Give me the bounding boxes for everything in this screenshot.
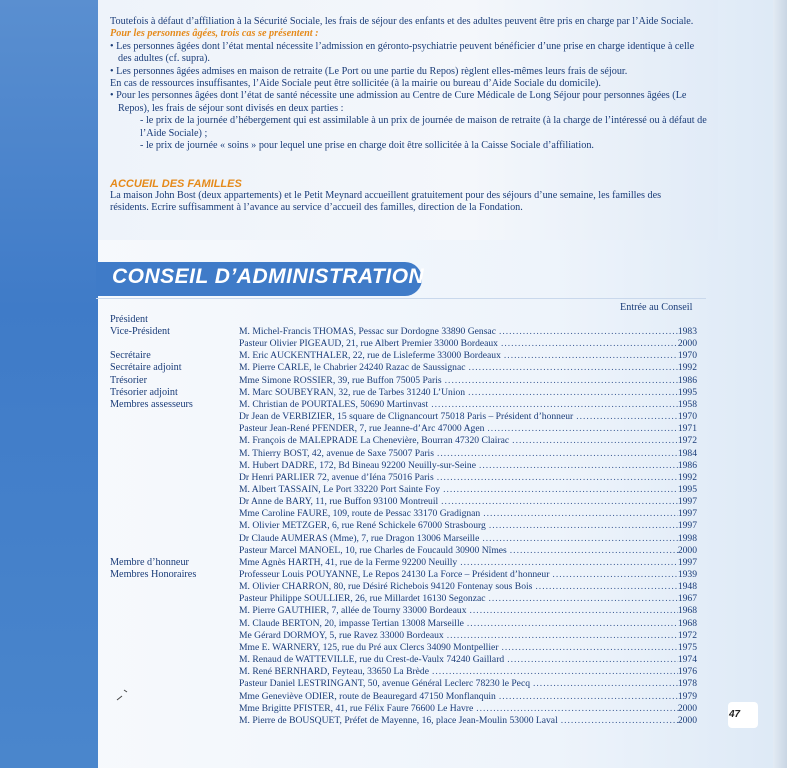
member-row [239,435,697,447]
dot-leader [532,581,677,593]
role-label: Membres assesseurs [110,398,193,410]
member-row [239,338,697,350]
dot-leader [498,642,677,654]
member-name: M. Renaud de WATTEVILLE, rue du Crest-de-Vaulx 74240 Gaillard [239,654,505,666]
dot-leader [440,484,678,496]
member-row [239,618,697,630]
dot-leader [485,593,677,605]
entry-year: 1997 [677,496,697,508]
member-name: M. Olivier METZGER, 6, rue René Schickele 67000 Strasbourg [239,520,486,532]
member-row [239,326,697,338]
pen-mark-icon [116,688,130,702]
dot-leader [498,338,678,350]
member-name: Pasteur Marcel MANOEL, 10, rue Charles de Foucauld 30900 Nîmes [239,544,507,556]
member-row [239,472,697,484]
member-name: Mme Brigitte PFISTER, 41, rue Félix Faure 76600 Le Havre [239,702,474,714]
entry-column-header: Entrée au Conseil [620,302,693,313]
dot-leader [434,472,678,484]
member-name: Mme Caroline FAURE, 109, route de Pessac 33170 Gradignan [239,508,481,520]
member-row [239,605,697,617]
intro-paragraph-1: Toutefois à défaut d’affiliation à la Sécurité Sociale, les frais de séjour des enfants et des adultes peuvent être pris en charge par l’Aide Sociale. [110,16,694,27]
member-name: M. Pierre GAUTHIER, 7, allée de Tourny 33000 Bordeaux [239,605,467,617]
role-label: Membre d’honneur [110,556,189,568]
member-name: M. Eric AUCKENTHALER, 22, rue de Lisleferme 33000 Bordeaux [239,350,501,362]
dot-leader [464,618,678,630]
elderly-case-2: • Les personnes âgées admises en maison de retraite (Le Port ou une partie du Repos) règlent elles-mêmes leurs frais de séjour. [110,65,628,77]
member-name: Pasteur Jean-René PFENDER, 7, rue Jeanne-d’Arc 47000 Agen [239,423,485,435]
member-row [239,520,697,532]
dot-leader [480,508,678,520]
dot-leader [428,399,678,411]
entry-year: 1971 [677,423,697,435]
dot-leader [573,411,678,423]
role-label: Vice-Président [110,326,170,337]
member-row [239,630,697,642]
member-row [239,460,697,472]
member-name: Pasteur Daniel LESTRINGANT, 50, avenue Général Leclerc 78230 le Pecq [239,678,530,690]
entry-year: 1992 [677,471,697,483]
member-name: M. Pierre de BOUSQUET, Préfet de Mayenne, 16, place Jean-Moulin 53000 Laval [239,714,558,726]
dot-leader [504,654,678,666]
dot-leader [501,350,678,362]
elderly-case-1: • Les personnes âgées dont l’état mental nécessite l’admission en géronto-psychiatrie peuvent bénéficier d’une prise en charge identique à celle des adultes (cf. supra). [110,40,695,65]
member-row [239,581,697,593]
member-name: Dr Henri PARLIER 72, avenue d’Iéna 75016 Paris [239,471,434,483]
entry-year: 1948 [677,581,697,593]
member-row [239,703,697,715]
entry-year: 1976 [677,666,697,678]
entry-year: 1992 [677,362,697,374]
dot-leader [467,605,678,617]
dot-leader [465,387,678,399]
member-name: Pasteur Philippe SOULLIER, 26, rue Millardet 16130 Segonzac [239,593,486,605]
member-row [239,411,697,423]
member-row [239,508,697,520]
accueil-paragraph: La maison John Bost (deux appartements) et le Petit Meynard accueillent gratuitement pour des séjours d’une semaine, les familles des résidents. Ecrire suffisamment à l’avance au service d’accueil des familles, direction de la Fondation. [110,190,662,214]
dot-leader [476,460,678,472]
entry-year: 1983 [677,326,697,337]
member-row [239,715,697,727]
member-name: M. Marc SOUBEYRAN, 32, rue de Tarbes 31240 L’Union [239,386,466,398]
entry-year: 2000 [677,544,697,556]
role-label: Secrétaire [110,350,151,362]
member-name: Dr Claude AUMERAS (Mme), 7, rue Dragon 13006 Marseille [239,532,480,544]
role-label: Membres Honoraires [110,569,197,580]
entry-year: 2000 [677,338,697,350]
member-row [239,350,697,362]
entry-year: 1967 [677,593,697,605]
entry-year: 1986 [677,459,697,471]
blue-spine [0,0,98,768]
intro-section [110,16,710,152]
member-name: Pasteur Olivier PIGEAUD, 21, rue Albert Premier 33000 Bordeaux [239,338,498,350]
member-name: M. Christian de POURTALES, 50690 Martinvast [239,398,429,410]
member-name: M. François de MALEPRADE La Chenevière, Bourran 47320 Clairac [239,435,510,447]
member-row [239,484,697,496]
entry-year: 1968 [677,617,697,629]
entry-year: 1995 [677,483,697,495]
accueil-heading: ACCUEIL DES FAMILLES [110,178,242,190]
entry-year: 1975 [677,641,697,653]
member-row [239,545,697,557]
dot-leader [465,362,677,374]
member-row [239,399,697,411]
dot-leader [444,630,678,642]
member-name: M. Claude BERTON, 20, impasse Tertian 13008 Marseille [239,617,464,629]
entry-year: 1972 [677,435,697,447]
member-row [239,423,697,435]
member-name: M. Hubert DADRE, 172, Bd Bineau 92200 Neuilly-sur-Seine [239,459,476,471]
member-name: M. René BERNHARD, Feyteau, 33650 La Brède [239,666,429,678]
member-name: M. Thierry BOST, 42, avenue de Saxe 75007 Paris [239,447,434,459]
dot-leader [479,533,677,545]
divider [96,298,706,299]
member-row [239,691,697,703]
dot-leader [457,557,678,569]
entry-year: 1997 [677,520,697,532]
dot-leader [442,375,678,387]
dot-leader [473,703,678,715]
entry-year: 1970 [677,411,697,423]
role-label: Trésorier [110,374,147,386]
member-name: Me Gérard DORMOY, 5, rue Ravez 33000 Bordeaux [239,629,444,641]
member-name: Mme Agnès HARTH, 41, rue de la Ferme 92200 Neuilly [239,556,458,568]
dot-leader [509,435,678,447]
entry-year: 1958 [677,398,697,410]
intro-paragraph-2: En cas de ressources insuffisantes, l’Aide Sociale peut être sollicitée (à la mairie ou bureau d’Aide Sociale du domicile). [110,78,601,90]
member-row [239,642,697,654]
entry-year: 1995 [677,386,697,398]
member-row [239,496,697,508]
elderly-heading: Pour les personnes âgées, trois cas se présentent : [110,28,319,40]
dot-leader [438,496,678,508]
member-name: Mme Simone ROSSIER, 39, rue Buffon 75005 Paris [239,374,442,386]
sub-item-2: - le prix de journée « soins » pour lequel une prise en charge doit être sollicitée à la Caisse Sociale d’affiliation. [140,140,594,152]
member-row [239,448,697,460]
member-row [239,533,697,545]
member-name: Dr Anne de BARY, 11, rue Buffon 93100 Montreuil [239,496,439,508]
member-row [239,557,697,569]
dot-leader [558,715,678,727]
role-label: Trésorier adjoint [110,386,178,398]
member-name: M. Albert TASSAIN, Le Port 33220 Port Sainte Foy [239,483,441,495]
role-label: Secrétaire adjoint [110,362,182,374]
dot-leader [484,423,677,435]
member-name: M. Pierre CARLE, le Chabrier 24240 Razac de Saussignac [239,362,466,374]
entry-year: 1986 [677,374,697,386]
member-row [239,387,697,399]
dot-leader [486,520,678,532]
sub-item-1: - le prix de la journée d’hébergement qui est assimilable à un prix de journée de maison de retraite (à la charge de l’intéressé ou à défaut de l’Aide Sociale) ; [140,115,707,139]
page-number: 47 [729,709,741,720]
member-name: M. Olivier CHARRON, 80, rue Désiré Richebois 94120 Fontenay sous Bois [239,581,533,593]
dot-leader [530,678,678,690]
entry-year: 1997 [677,556,697,568]
entry-year: 1978 [677,678,697,690]
member-name: Mme E. WARNERY, 125, rue du Pré aux Clercs 34090 Montpellier [239,641,499,653]
member-row [239,666,697,678]
page-edge [773,0,787,768]
role-label: Président [110,314,148,325]
dot-leader [496,326,678,338]
member-row [239,678,697,690]
entry-year: 1972 [677,629,697,641]
entry-year: 1970 [677,350,697,362]
dot-leader [496,691,678,703]
dot-leader [507,545,678,557]
entry-year: 2000 [677,702,697,714]
dot-leader [429,666,678,678]
member-row [239,375,697,387]
member-name: Dr Jean de VERBIZIER, 15 square de Clignancourt 75018 Paris – Président d’honneur [239,411,574,423]
member-name: Mme Geneviève ODIER, route de Beauregard 47150 Monflanquin [239,690,496,702]
entry-year: 1939 [677,569,697,580]
member-row [239,569,697,581]
entry-year: 1998 [677,532,697,544]
dot-leader [434,448,678,460]
member-row [239,593,697,605]
elderly-case-3: • Pour les personnes âgées dont l’état de santé nécessite une admission au Centre de Cure Médicale de Long Séjour pour personnes âgées (Le Repos), les frais de séjour sont divisés en deux parties : [110,90,687,114]
entry-year: 1974 [677,654,697,666]
member-row [239,654,697,666]
entry-year: 1984 [677,447,697,459]
entry-year: 1997 [677,508,697,520]
member-row [239,362,697,374]
entry-year: 1979 [677,690,697,702]
member-name: Professeur Louis POUYANNE, Le Repos 24130 La Force – Président d’honneur [239,569,550,580]
section-title: CONSEIL D’ADMINISTRATION [112,265,425,288]
dot-leader [549,569,677,581]
entry-year: 2000 [677,714,697,726]
entry-year: 1968 [677,605,697,617]
member-name: M. Michel-Francis THOMAS, Pessac sur Dordogne 33890 Gensac [239,326,496,337]
